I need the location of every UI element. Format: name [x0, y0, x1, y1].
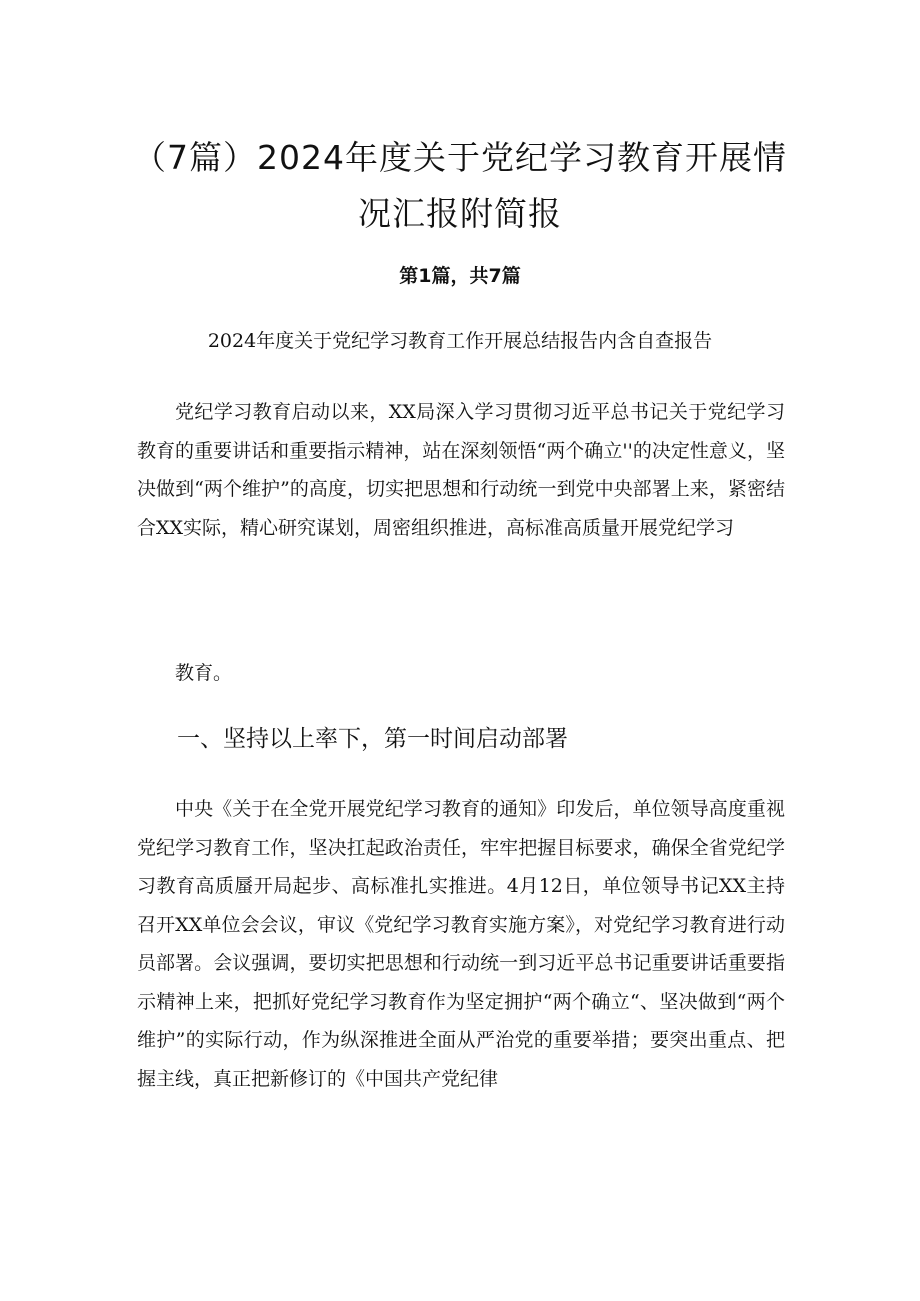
intro-paragraph: 党纪学习教育启动以来，XX局深入学习贯彻习近平总书记关于党纪学习教育的重要讲话和重要指示精神，站在深刻领悟“两个确立''的决定性意义，坚决做到“两个维护”的高度，切实把思想和行动统一到党中央部署上来，紧密结合XX实际，精心研究谋划，周密组织推进，高标准高质量开展党纪学习 — [137, 401, 785, 539]
report-subtitle: 2024年度关于党纪学习教育工作开展总结报告内含自查报告 — [207, 330, 713, 352]
section-1-paragraph: 中央《关于在全党开展党纪学习教育的通知》印发后，单位领导高度重视党纪学习教育工作，坚决扛起政治责任，牢牢把握目标要求，确保全省党纪学习教育高质蜃开局起步、高标准扎实推进。4月12日，单位领导书记XX主持召开XX单位会会议，审议《党纪学习教育实施方案》，对党纪学习教育进行动员部署。会议强调，要切实把思想和行动统一到习近平总书记重要讲话重要指示精神上来，把抓好党纪学习教育作为坚定拥护“两个确立“、坚决做到“两个维护”的实际行动，作为纵深推进全面从严治党的重要举措；要突出重点、把握主线，真正把新修订的《中国共产党纪律 — [137, 798, 785, 1090]
intro-paragraph-continuation: 教育。 — [175, 662, 233, 684]
section-1-heading: 一、坚持以上率下，第一时间启动部署 — [177, 726, 568, 752]
part-label: 第1篇，共7篇 — [399, 265, 521, 287]
document-title: （7篇）2024年度关于党纪学习教育开展情况汇报附简报 — [133, 138, 787, 234]
